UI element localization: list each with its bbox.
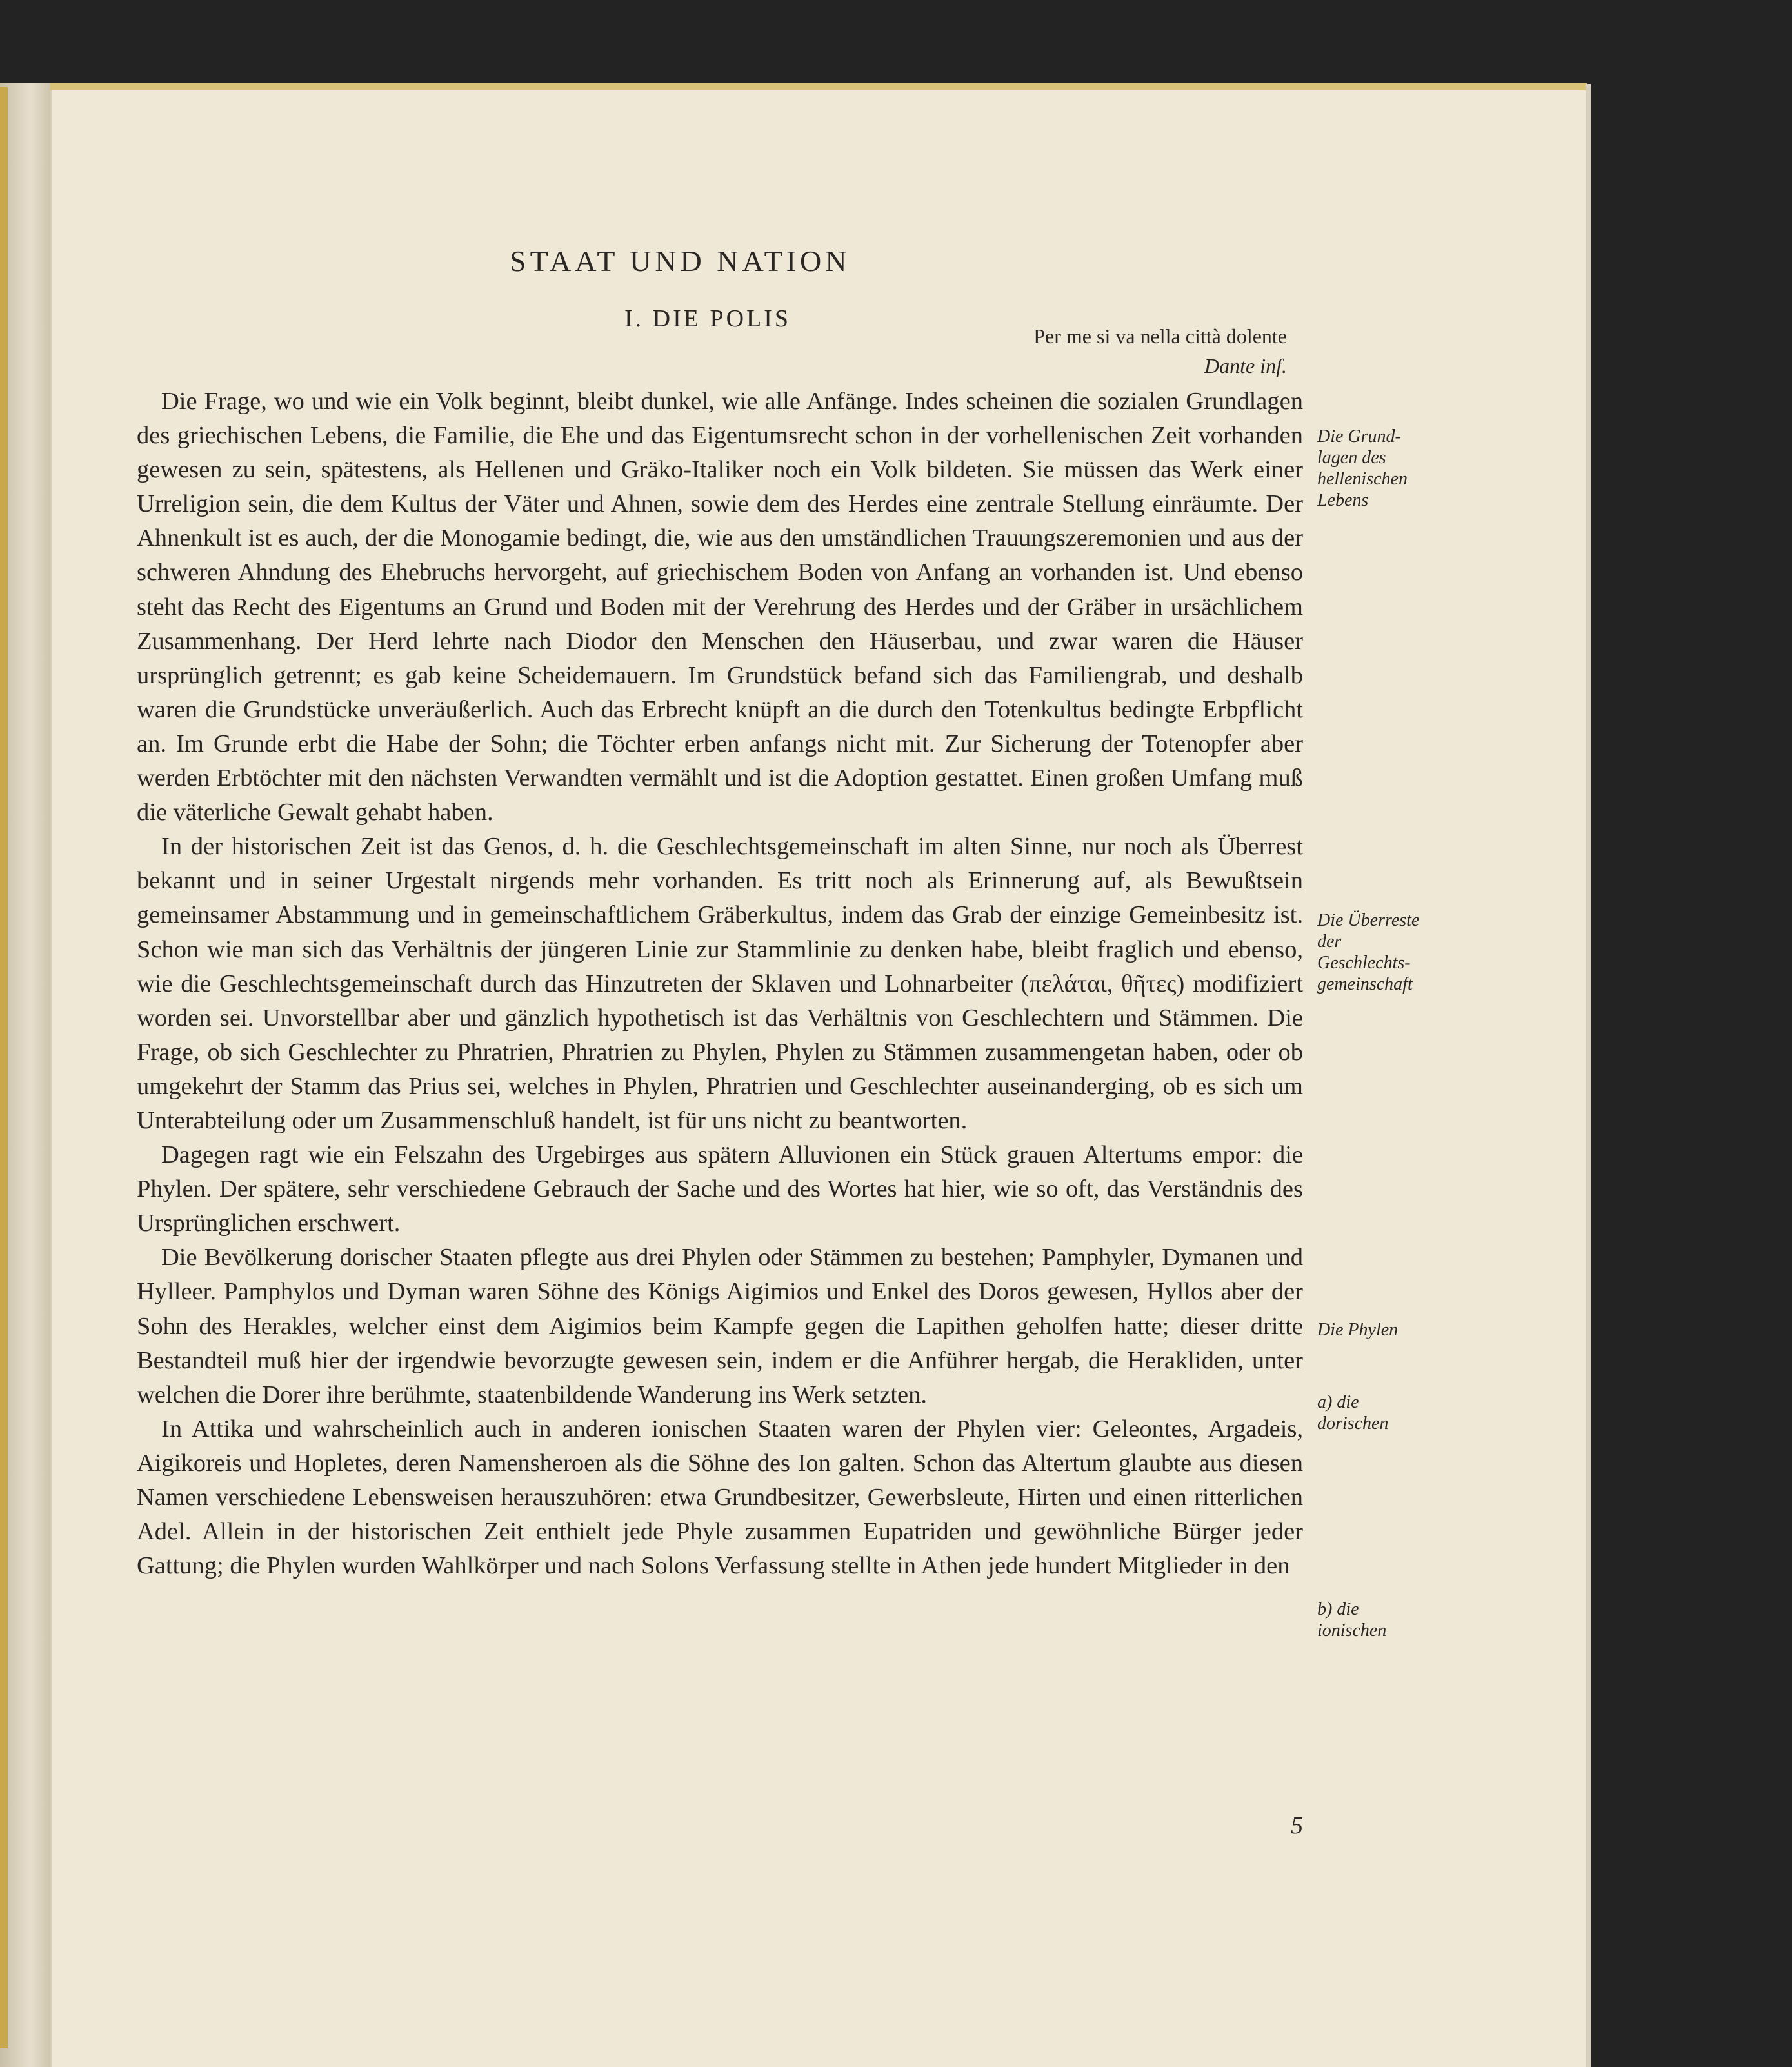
marginal-note-phylen bbox=[1317, 1319, 1485, 1341]
paragraph: In Attika und wahrscheinlich auch in anderen ionischen Staaten waren der Phylen vier: Geleontes, Argadeis, Aigikoreis und Hopletes, deren Namensheroen als die Söhne des Ion galten. Schon das Altertum glaubte aus diesen Namen verschiedene Lebensweisen herauszuhören: etwa Grundbesitzer, Gewerbsleute, Hirten und einen ritterlichen Adel. Allein in der historischen Zeit enthielt jede Phyle zusammen Eupatriden und gewöhnliche Bürger jeder Gattung; die Phylen wurden Wahlkörper und nach Solons Verfassung stellte in Athen jede hundert Mitglieder in den bbox=[137, 1415, 1303, 1580]
marginal-line: Die Überreste bbox=[1317, 910, 1420, 930]
epigraph-quote: Per me si va nella città dolente bbox=[1033, 325, 1287, 348]
section-title: I. DIE POLIS bbox=[624, 305, 791, 332]
paragraph: Dagegen ragt wie ein Felszahn des Urgebirges aus spätern Alluvionen ein Stück grauen Altertums empor: die Phylen. Der spätere, sehr verschiedene Gebrauch der Sache und des Wortes hat hier, wie so oft, das Verständnis des Ursprünglichen erschwert. bbox=[137, 1141, 1303, 1237]
body-text bbox=[137, 384, 1303, 1583]
paragraph: In der historischen Zeit ist das Genos, d. h. die Geschlechtsgemeinschaft im alten Sinne, nur noch als Überrest bekannt und in seiner Urgestalt nirgends mehr vorhanden. Es tritt noch als Erinnerung auf, als Bewußtsein gemeinsamer Abstammung und in gemeinschaftlichem Gräberkultus, indem das Grab der einzige Gemeinbesitz ist. Schon wie man sich das Verhältnis der jüngeren Linie zur Stammlinie zu denken habe, bleibt fraglich und ebenso, wie die Geschlechtsgemeinschaft durch das Hinzutreten der Sklaven und Lohnarbeiter (πελάται, θῆτες) modifiziert worden sei. Unvorstellbar aber und gänzlich hypothetisch ist das Verhältnis von Geschlechtern und Stämmen. Die Frage, ob sich Geschlechter zu Phratrien, Phratrien zu Phylen, Phylen zu Stämmen zusammengetan haben, oder ob umgekehrt der Stamm das Prius sei, welches in Phylen, Phratrien und Geschlechter auseinanderging, ob es sich um Unterabteilung oder um Zusammenschluß handelt, ist für uns nicht zu beantworten. bbox=[137, 833, 1303, 1134]
right-page-edge bbox=[1586, 84, 1591, 2067]
marginal-line: hellenischen bbox=[1317, 469, 1408, 489]
marginal-line: gemeinschaft bbox=[1317, 974, 1413, 994]
marginal-line: der bbox=[1317, 932, 1342, 952]
epigraph-attribution: Dante inf. bbox=[1204, 354, 1287, 377]
marginal-note-ionischen bbox=[1317, 1599, 1485, 1641]
marginal-note-dorischen bbox=[1317, 1392, 1485, 1434]
paragraph: Die Frage, wo und wie ein Volk beginnt, bleibt dunkel, wie alle Anfänge. Indes scheinen die sozialen Grundlagen des griechischen Lebens, die Familie, die Ehe und das Eigentumsrecht schon in der vorhellenischen Zeit vorhanden gewesen zu sein, spätestens, als Hellenen und Gräko-Italiker noch ein Volk bildeten. Sie müssen das Werk einer Urreligion sein, die dem Kultus der Väter und Ahnen, sowie dem des Herdes eine zentrale Stellung einräumte. Der Ahnenkult ist es auch, der die Monogamie bedingt, die, wie aus den umständlichen Trauungszeremonien und aus der schweren Ahndung des Ehebruchs hervorgeht, auf griechischem Boden von Anfang an vorhanden ist. Und ebenso steht das Recht des Eigentums an Grund und Boden mit der Verehrung des Herdes und der Gräber in ursächlichem Zusammenhang. Der Herd lehrte nach Diodor den Menschen den Häuserbau, und zwar waren die Häuser ursprünglich getrennt; es gab keine Scheidemauern. Im Grundstück befand sich das Familiengrab, und deshalb waren die Grundstücke unveräußerlich. Auch das Erbrecht knüpft an die durch den Totenkultus bedingte Erbpflicht an. Im Grunde erbt die Habe der Sohn; die Töchter erben anfangs nicht mit. Zur Sicherung der Totenopfer aber werden Erbtöchter mit den nächsten Verwandten vermählt und ist die Adoption gestattet. Einen großen Umfang muß die väterliche Gewalt gehabt haben. bbox=[137, 388, 1303, 826]
marginal-line: Lebens bbox=[1317, 490, 1369, 510]
marginal-line: b) die bbox=[1317, 1599, 1359, 1619]
marginal-line: Die Grund- bbox=[1317, 426, 1401, 446]
marginal-line: Geschlechts- bbox=[1317, 953, 1411, 973]
page-number: 5 bbox=[1291, 1812, 1303, 1839]
marginal-note-grundlagen bbox=[1317, 426, 1485, 511]
marginal-line: lagen des bbox=[1317, 448, 1386, 468]
chapter-title: STAAT UND NATION bbox=[510, 245, 851, 277]
marginal-line: dorischen bbox=[1317, 1413, 1389, 1433]
left-gilt-edge bbox=[0, 87, 8, 2048]
epigraph bbox=[890, 321, 1287, 381]
marginal-note-ueberreste bbox=[1317, 910, 1485, 995]
marginal-line: Die Phylen bbox=[1317, 1320, 1399, 1340]
paragraph: Die Bevölkerung dorischer Staaten pflegte aus drei Phylen oder Stämmen zu bestehen; Pamphyler, Dymanen und Hylleer. Pamphylos und Dyman waren Söhne des Königs Aigimios und Enkel des Doros gewesen, Hyllos aber der Sohn des Herakles, welcher einst dem Aigimios beim Kampfe gegen die Lapithen geholfen hatte; dieser dritte Bestandteil muß hier der irgendwie bevorzugte gewesen sein, indem er die Anführer hergab, die Herakliden, unter welchen die Dorer ihre berühmte, staatenbildende Wanderung ins Werk setzten. bbox=[137, 1244, 1303, 1408]
marginal-line: a) die bbox=[1317, 1392, 1359, 1412]
marginal-line: ionischen bbox=[1317, 1621, 1387, 1641]
